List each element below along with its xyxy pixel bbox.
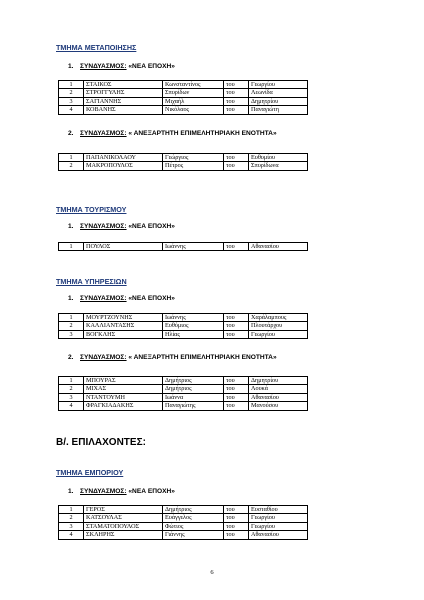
coalition-name: «ΝΕΑ ΕΠΟΧΗ»	[126, 223, 175, 230]
table-row	[59, 154, 308, 162]
fathers-name: Αθανασίου	[249, 243, 308, 251]
first-name: Γεώργιος	[163, 154, 224, 162]
surname: ΓΕΡΟΣ	[84, 506, 163, 514]
coalition-heading	[68, 130, 277, 137]
row-index: 4	[59, 402, 84, 410]
surname: ΝΤΑΝΤΟΥΜΗ	[84, 393, 163, 401]
first-name: Ιωάννης	[163, 243, 224, 251]
first-name: Γιάννης	[163, 531, 224, 539]
coalition-label: ΣΥΝΔΥΑΣΜΟΣ:	[80, 223, 127, 230]
table-row	[59, 522, 308, 530]
table-row	[59, 162, 308, 170]
article: του	[224, 89, 249, 97]
article: του	[224, 154, 249, 162]
row-index: 4	[59, 531, 84, 539]
table-row	[59, 330, 308, 338]
row-index: 1	[59, 506, 84, 514]
coalition-number: 1.	[68, 488, 74, 495]
section-title-ypiresion: ΤΜΗΜΑ ΥΠΗΡΕΣΙΩΝ	[56, 277, 127, 286]
row-index: 3	[59, 393, 84, 401]
table-row	[59, 506, 308, 514]
table-row	[59, 377, 308, 385]
article: του	[224, 97, 249, 105]
table-row	[59, 385, 308, 393]
article: του	[224, 322, 249, 330]
surname: ΚΟΒΑΝΗΣ	[84, 106, 163, 114]
fathers-name: Γεωργίου	[249, 514, 308, 522]
coalition-number: 2.	[68, 354, 74, 361]
table-row	[59, 531, 308, 539]
row-index: 1	[59, 81, 84, 89]
candidates-table	[58, 242, 308, 251]
article: του	[224, 314, 249, 322]
table-row	[59, 89, 308, 97]
fathers-name: Μανούσου	[249, 402, 308, 410]
fathers-name: Παναγιώτη	[249, 106, 308, 114]
coalition-heading	[68, 488, 175, 495]
fathers-name: Πλουτάρχου	[249, 322, 308, 330]
article: του	[224, 106, 249, 114]
article: του	[224, 81, 249, 89]
fathers-name: Ευσταθίου	[249, 506, 308, 514]
surname: ΚΑΤΣΟΥΛΑΣ	[84, 514, 163, 522]
first-name: Ηλίας	[163, 330, 224, 338]
candidates-table	[58, 505, 308, 540]
fathers-name: Αθανασίου	[249, 393, 308, 401]
first-name: Ιωάννης	[163, 314, 224, 322]
coalition-name: « ΑΝΕΞΑΡΤΗΤΗ ΕΠΙΜΕΛΗΤΗΡΙΑΚΗ ΕΝΟΤΗΤΑ»	[126, 354, 277, 361]
article: του	[224, 506, 249, 514]
fathers-name: Λουκά	[249, 385, 308, 393]
first-name: Δημήτριος	[163, 377, 224, 385]
first-name: Ευθύμιος	[163, 322, 224, 330]
first-name: Ιωάννα	[163, 393, 224, 401]
coalition-label: ΣΥΝΔΥΑΣΜΟΣ:	[80, 63, 127, 70]
first-name: Πέτρος	[163, 162, 224, 170]
fathers-name: Ευθυμίου	[249, 154, 308, 162]
row-index: 2	[59, 385, 84, 393]
surname: ΠΟΥΛΟΣ	[84, 243, 163, 251]
surname: ΣΤΑΙΚΟΣ	[84, 81, 163, 89]
fathers-name: Γεωργίου	[249, 330, 308, 338]
section-title-emporiou: ΤΜΗΜΑ ΕΜΠΟΡΙΟΥ	[56, 468, 124, 477]
coalition-name: «ΝΕΑ ΕΠΟΧΗ»	[126, 63, 175, 70]
coalition-label: ΣΥΝΔΥΑΣΜΟΣ:	[80, 130, 127, 137]
surname: ΦΡΑΓΚΙΑΔΑΚΗΣ	[84, 402, 163, 410]
first-name: Δημήτριος	[163, 506, 224, 514]
candidates-table	[58, 153, 308, 171]
coalition-heading	[68, 223, 175, 230]
article: του	[224, 243, 249, 251]
article: του	[224, 514, 249, 522]
surname: ΠΑΠΑΝΙΚΟΛΑΟΥ	[84, 154, 163, 162]
row-index: 4	[59, 106, 84, 114]
row-index: 1	[59, 314, 84, 322]
section-title-tourismou: ΤΜΗΜΑ ΤΟΥΡΙΣΜΟΥ	[56, 205, 127, 214]
fathers-name: Αθανασίου	[249, 531, 308, 539]
coalition-number: 1.	[68, 223, 74, 230]
section-title-metapoiisis: ΤΜΗΜΑ ΜΕΤΑΠΟΙΗΣΗΣ	[56, 43, 137, 52]
fathers-name: Δημητρίου	[249, 97, 308, 105]
coalition-heading	[68, 63, 175, 70]
candidates-table	[58, 376, 308, 411]
candidates-table	[58, 80, 308, 115]
row-index: 3	[59, 97, 84, 105]
row-index: 1	[59, 243, 84, 251]
table-row	[59, 243, 308, 251]
surname: ΜΠΟΥΡΑΣ	[84, 377, 163, 385]
surname: ΜΙΧΑΣ	[84, 385, 163, 393]
row-index: 1	[59, 377, 84, 385]
first-name: Σπυρίδων	[163, 89, 224, 97]
heading-runners-up: Β/. ΕΠΙΛΑΧΟΝΤΕΣ:	[56, 437, 146, 448]
coalition-heading	[68, 354, 277, 361]
coalition-label: ΣΥΝΔΥΑΣΜΟΣ:	[80, 488, 127, 495]
surname: ΣΚΛΗΡΗΣ	[84, 531, 163, 539]
fathers-name: Χαράλαμπους	[249, 314, 308, 322]
surname: ΒΟΓΚΛΗΣ	[84, 330, 163, 338]
article: του	[224, 162, 249, 170]
fathers-name: Σπυρίδωνα	[249, 162, 308, 170]
article: του	[224, 522, 249, 530]
first-name: Κωνσταντίνος	[163, 81, 224, 89]
row-index: 2	[59, 514, 84, 522]
table-row	[59, 402, 308, 410]
surname: ΣΤΑΜΑΤΟΠΟΥΛΟΣ	[84, 522, 163, 530]
row-index: 2	[59, 89, 84, 97]
row-index: 3	[59, 330, 84, 338]
row-index: 3	[59, 522, 84, 530]
surname: ΜΑΚΡΟΠΟΥΛΟΣ	[84, 162, 163, 170]
row-index: 2	[59, 322, 84, 330]
table-row	[59, 106, 308, 114]
article: του	[224, 377, 249, 385]
candidates-table	[58, 313, 308, 339]
first-name: Παναγιώτης	[163, 402, 224, 410]
table-row	[59, 314, 308, 322]
article: του	[224, 402, 249, 410]
row-index: 2	[59, 162, 84, 170]
table-row	[59, 393, 308, 401]
surname: ΣΤΡΟΓΓΥΛΗΣ	[84, 89, 163, 97]
coalition-name: «ΝΕΑ ΕΠΟΧΗ»	[126, 488, 175, 495]
first-name: Μιχαήλ	[163, 97, 224, 105]
article: του	[224, 385, 249, 393]
coalition-name: «ΝΕΑ ΕΠΟΧΗ»	[126, 295, 175, 302]
coalition-label: ΣΥΝΔΥΑΣΜΟΣ:	[80, 295, 127, 302]
row-index: 1	[59, 154, 84, 162]
first-name: Φώτιος	[163, 522, 224, 530]
article: του	[224, 330, 249, 338]
surname: ΚΑΛΛΙΑΝΤΑΣΗΣ	[84, 322, 163, 330]
first-name: Νικόλαος	[163, 106, 224, 114]
article: του	[224, 531, 249, 539]
first-name: Δημήτριος	[163, 385, 224, 393]
page-number: 6	[210, 569, 214, 576]
coalition-number: 2.	[68, 130, 74, 137]
fathers-name: Γεωργίου	[249, 522, 308, 530]
table-row	[59, 322, 308, 330]
fathers-name: Γεωργίου	[249, 81, 308, 89]
coalition-number: 1.	[68, 63, 74, 70]
article: του	[224, 393, 249, 401]
fathers-name: Λεωνίδα	[249, 89, 308, 97]
coalition-label: ΣΥΝΔΥΑΣΜΟΣ:	[80, 354, 127, 361]
table-row	[59, 81, 308, 89]
coalition-name: « ΑΝΕΞΑΡΤΗΤΗ ΕΠΙΜΕΛΗΤΗΡΙΑΚΗ ΕΝΟΤΗΤΑ»	[126, 130, 277, 137]
table-row	[59, 97, 308, 105]
table-row	[59, 514, 308, 522]
coalition-heading	[68, 295, 175, 302]
surname: ΜΟΥΡΤΖΟΥΝΗΣ	[84, 314, 163, 322]
coalition-number: 1.	[68, 295, 74, 302]
fathers-name: Δημητρίου	[249, 377, 308, 385]
first-name: Ευάγγελος	[163, 514, 224, 522]
surname: ΣΑΓΙΑΝΝΗΣ	[84, 97, 163, 105]
